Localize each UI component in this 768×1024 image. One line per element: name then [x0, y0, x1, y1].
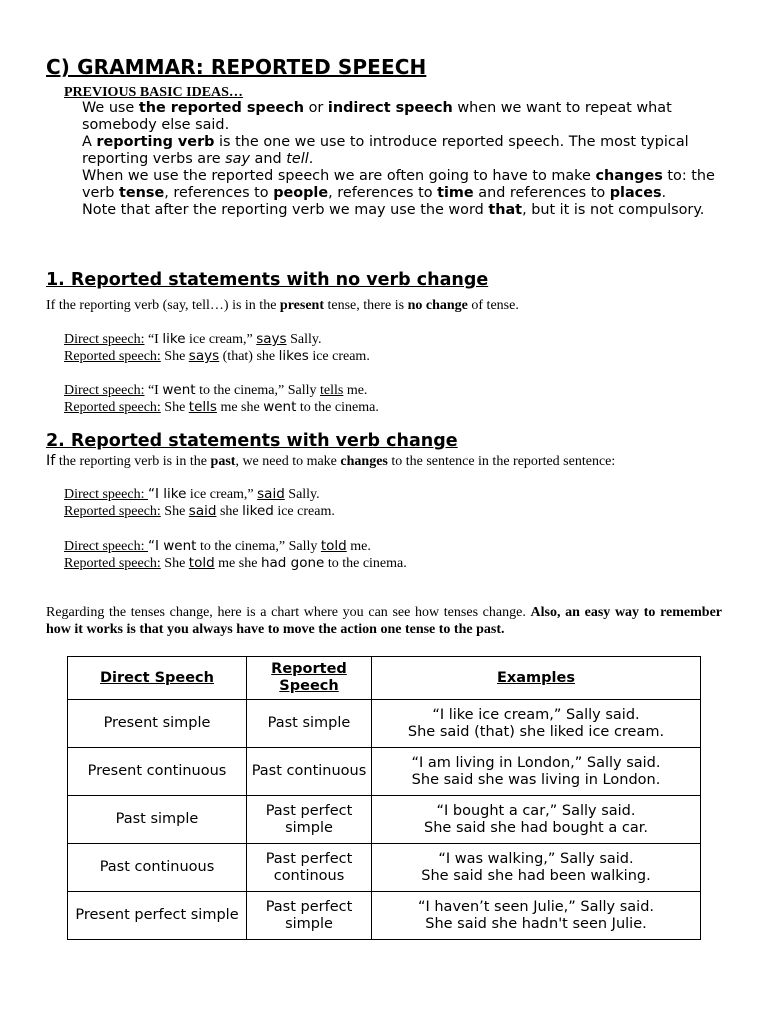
- reporting-verb: told: [188, 555, 215, 571]
- text: She: [160, 349, 189, 364]
- reporting-verb: tells: [319, 383, 344, 398]
- reporting-verb: says: [256, 331, 287, 347]
- verb: went: [263, 399, 297, 415]
- text: .: [308, 151, 314, 167]
- section2-heading: 2. Reported statements with verb change: [46, 431, 458, 451]
- example-reported: [64, 503, 335, 520]
- text: or: [304, 100, 328, 116]
- text: She: [160, 556, 189, 571]
- reporting-verb: said: [188, 503, 217, 519]
- intro-paragraph: [82, 168, 732, 202]
- text: She: [160, 400, 189, 415]
- section1-rule: [46, 297, 736, 314]
- text: Regarding the tenses change, here is a chart where you can see how tenses change.: [46, 605, 531, 620]
- column-header: Reported Speech: [247, 657, 372, 700]
- text: and references to: [473, 185, 610, 201]
- text: , we need to make: [235, 454, 341, 469]
- example-reported-text: She said she had bought a car.: [424, 819, 648, 836]
- example-label: Reported speech:: [64, 556, 161, 571]
- example-reported: [64, 348, 370, 365]
- text: “I: [144, 332, 163, 347]
- verb: likes: [278, 348, 309, 364]
- text: , references to: [164, 185, 274, 201]
- section1-heading: 1. Reported statements with no verb change: [46, 270, 489, 290]
- example-direct-text: “I haven’t seen Julie,” Sally said.: [417, 898, 655, 915]
- reporting-verb: said: [257, 486, 285, 502]
- example-label: Direct speech:: [64, 539, 148, 554]
- intro-paragraphs: [82, 100, 732, 219]
- example-label: Reported speech:: [64, 400, 161, 415]
- example-reported-text: She said she had been walking.: [421, 867, 651, 884]
- text: of tense.: [467, 298, 519, 313]
- reported-tense-cell: Past simple: [247, 700, 372, 748]
- example-cell: [372, 796, 701, 844]
- text: A: [82, 134, 97, 150]
- text: If: [46, 453, 56, 469]
- text: , but it is not compulsory.: [522, 202, 705, 218]
- example-label: Direct speech:: [64, 383, 145, 398]
- text: she: [216, 504, 243, 519]
- direct-tense-cell: Present continuous: [68, 748, 247, 796]
- text: (that) she: [219, 349, 279, 364]
- text: “I: [147, 538, 164, 554]
- text: ice cream,”: [185, 332, 257, 347]
- page-title: C) GRAMMAR: REPORTED SPEECH: [46, 55, 427, 79]
- verb: went: [162, 382, 196, 398]
- text: to: the verb: [82, 168, 715, 201]
- example-label: Reported speech:: [64, 349, 161, 364]
- column-header: Direct Speech: [68, 657, 247, 700]
- example-direct-text: “I bought a car,” Sally said.: [436, 802, 636, 819]
- reported-tense-cell: Past perfect simple: [247, 796, 372, 844]
- direct-tense-cell: Past simple: [68, 796, 247, 844]
- section2-rule: [46, 453, 736, 470]
- text: the reporting verb is in the: [55, 454, 211, 469]
- text: She: [160, 504, 189, 519]
- reported-tense-cell: Past perfect continous: [247, 844, 372, 892]
- example-direct: [64, 486, 320, 503]
- bold-term: indirect speech: [327, 100, 453, 116]
- text: to the cinema,” Sally: [196, 539, 321, 554]
- text: when we want to repeat what somebody else said.: [82, 100, 672, 133]
- text: ice cream,”: [186, 487, 258, 502]
- column-header: Examples: [372, 657, 701, 700]
- text: and: [249, 151, 287, 167]
- text: Note that after the reporting verb we may use the word: [82, 202, 489, 218]
- verb: went: [163, 538, 197, 554]
- bold-text: Also, an easy way to remember how it works is that you always have to move the action one tense to the past.: [46, 605, 722, 637]
- bold-term: tense: [119, 185, 165, 201]
- bold-term: changes: [340, 454, 388, 469]
- bold-term: places: [609, 185, 662, 201]
- text: to the cinema.: [296, 400, 379, 415]
- bold-term: present: [279, 298, 324, 313]
- bold-term: reporting verb: [96, 134, 215, 150]
- reported-tense-cell: Past continuous: [247, 748, 372, 796]
- example-reported: [64, 399, 379, 416]
- bold-term: changes: [595, 168, 663, 184]
- intro-paragraph: [82, 134, 732, 168]
- text: If the reporting verb (say, tell…) is in the: [46, 298, 280, 313]
- text: .: [661, 185, 667, 201]
- example-reported: [64, 555, 407, 572]
- text: We use: [82, 100, 139, 116]
- text: When we use the reported speech we are often going to have to make: [82, 168, 596, 184]
- example-label: Reported speech:: [64, 504, 161, 519]
- direct-tense-cell: Present simple: [68, 700, 247, 748]
- text: me she: [214, 556, 261, 571]
- text: “I: [144, 383, 163, 398]
- bold-term: past: [210, 454, 236, 469]
- example-direct-text: “I like ice cream,” Sally said.: [432, 706, 640, 723]
- bold-term: that: [488, 202, 523, 218]
- reporting-verb: says: [188, 348, 220, 364]
- verb: like: [163, 486, 187, 502]
- text: “I: [147, 486, 164, 502]
- italic-term: say: [225, 151, 250, 167]
- intro-paragraph: [82, 202, 732, 219]
- direct-tense-cell: Past continuous: [68, 844, 247, 892]
- text: ice cream.: [273, 504, 335, 519]
- bold-term: no change: [407, 298, 468, 313]
- example-cell: [372, 700, 701, 748]
- example-cell: [372, 748, 701, 796]
- table-row: [68, 700, 701, 748]
- example-label: Direct speech:: [64, 332, 145, 347]
- verb: had gone: [260, 555, 325, 571]
- example-direct-text: “I am living in London,” Sally said.: [411, 754, 661, 771]
- table-row: [68, 748, 701, 796]
- tense-change-table: [67, 656, 701, 940]
- table-row: [68, 796, 701, 844]
- text: to the cinema,” Sally: [195, 383, 320, 398]
- example-label: Direct speech:: [64, 487, 148, 502]
- text: me.: [343, 383, 368, 398]
- text: to the cinema.: [324, 556, 407, 571]
- italic-term: tell: [286, 151, 309, 167]
- text: , references to: [328, 185, 438, 201]
- text: me.: [346, 539, 371, 554]
- text: ice cream.: [308, 349, 370, 364]
- verb: like: [162, 331, 186, 347]
- bold-term: people: [273, 185, 329, 201]
- example-cell: [372, 844, 701, 892]
- direct-tense-cell: Present perfect simple: [68, 892, 247, 940]
- text: Sally.: [286, 332, 322, 347]
- example-direct: [64, 538, 371, 555]
- text: me she: [216, 400, 264, 415]
- example-reported-text: She said she hadn't seen Julie.: [425, 915, 647, 932]
- example-reported-text: She said (that) she liked ice cream.: [407, 723, 665, 740]
- text: is the one we use to introduce reported speech. The most typical reporting verbs are: [82, 134, 689, 167]
- example-cell: [372, 892, 701, 940]
- text: tense, there is: [324, 298, 408, 313]
- example-direct-text: “I was walking,” Sally said.: [438, 850, 634, 867]
- table-header-row: [68, 657, 701, 700]
- verb: liked: [242, 503, 274, 519]
- example-direct: [64, 331, 321, 348]
- text: to the sentence in the reported sentence:: [387, 454, 616, 469]
- table-row: [68, 892, 701, 940]
- bold-term: the reported speech: [138, 100, 305, 116]
- tenses-chart-intro: [46, 604, 722, 638]
- table-row: [68, 844, 701, 892]
- reported-tense-cell: Past perfect simple: [247, 892, 372, 940]
- intro-paragraph: [82, 100, 732, 134]
- reporting-verb: tells: [188, 399, 217, 415]
- previous-ideas-heading: PREVIOUS BASIC IDEAS…: [64, 85, 243, 100]
- example-reported-text: She said she was living in London.: [411, 771, 661, 788]
- reporting-verb: told: [320, 538, 347, 554]
- example-direct: [64, 382, 367, 399]
- text: Sally.: [284, 487, 320, 502]
- bold-term: time: [437, 185, 474, 201]
